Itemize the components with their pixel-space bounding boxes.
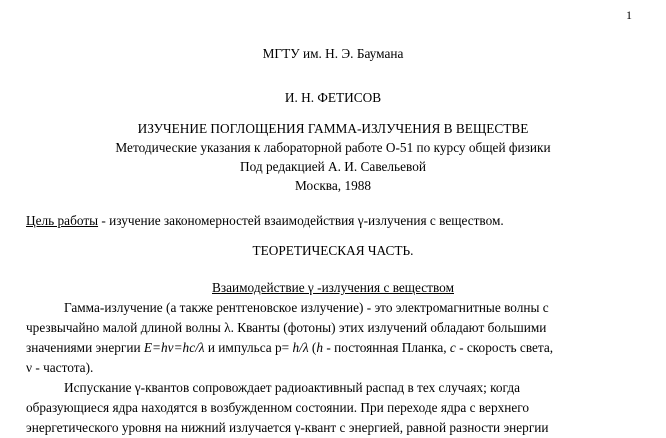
paragraph-line	[26, 338, 638, 358]
symbol-c: c	[449, 340, 456, 355]
document-title: ИЗУЧЕНИЕ ПОГЛОЩЕНИЯ ГАММА-ИЗЛУЧЕНИЯ В ВЕЩЕСТВЕ	[137, 121, 529, 136]
paragraph-line: Испускание γ-квантов сопровождает радиоактивный распад в тех случаях; когда	[64, 380, 521, 395]
paragraph-1	[26, 298, 638, 378]
symbol-h: h	[316, 340, 324, 355]
institution: МГТУ им. Н. Э. Баумана	[262, 46, 404, 61]
text-run: и импульса p=	[204, 340, 293, 355]
editor-line: Под редакцией А. И. Савельевой	[240, 159, 426, 174]
paragraph-line: ν - частота).	[26, 360, 94, 375]
paragraph-line: энергетического уровня на нижний излучается γ-квант с энергией, равной разности энергии	[26, 420, 549, 435]
text-run: - скорость света,	[455, 340, 554, 355]
subsection-title: Взаимодействие γ -излучения с веществом	[212, 280, 454, 295]
paragraph-line: чрезвычайно малой длиной волны λ. Кванты (фотоны) этих излучений обладают большими	[26, 320, 547, 335]
author: И. Н. ФЕТИСОВ	[284, 90, 382, 105]
text-run: - постоянная Планка,	[323, 340, 450, 355]
page-number: 1	[626, 8, 632, 22]
section-title: ТЕОРЕТИЧЕСКАЯ ЧАСТЬ.	[252, 243, 414, 258]
document-subtitle: Методические указания к лабораторной работе О-51 по курсу общей физики	[115, 140, 551, 155]
city-year: Москва, 1988	[294, 178, 372, 193]
purpose-line	[26, 213, 504, 229]
paragraph-line: Гамма-излучение (а также рентгеновское излучение) - это электромагнитные волны с	[64, 300, 549, 315]
purpose-text: - изучение закономерностей взаимодействия γ-излучения с веществом.	[98, 213, 504, 228]
paragraph-line: образующиеся ядра находятся в возбужденном состоянии. При переходе ядра с верхнего	[26, 400, 530, 415]
text-run: (	[308, 340, 317, 355]
purpose-label: Цель работы	[26, 213, 99, 228]
formula-energy: E=hν=hc/λ	[143, 340, 205, 355]
text-run: значениями энергии	[26, 340, 144, 355]
paragraph-2	[26, 378, 638, 438]
formula-momentum: h/λ	[292, 340, 309, 355]
